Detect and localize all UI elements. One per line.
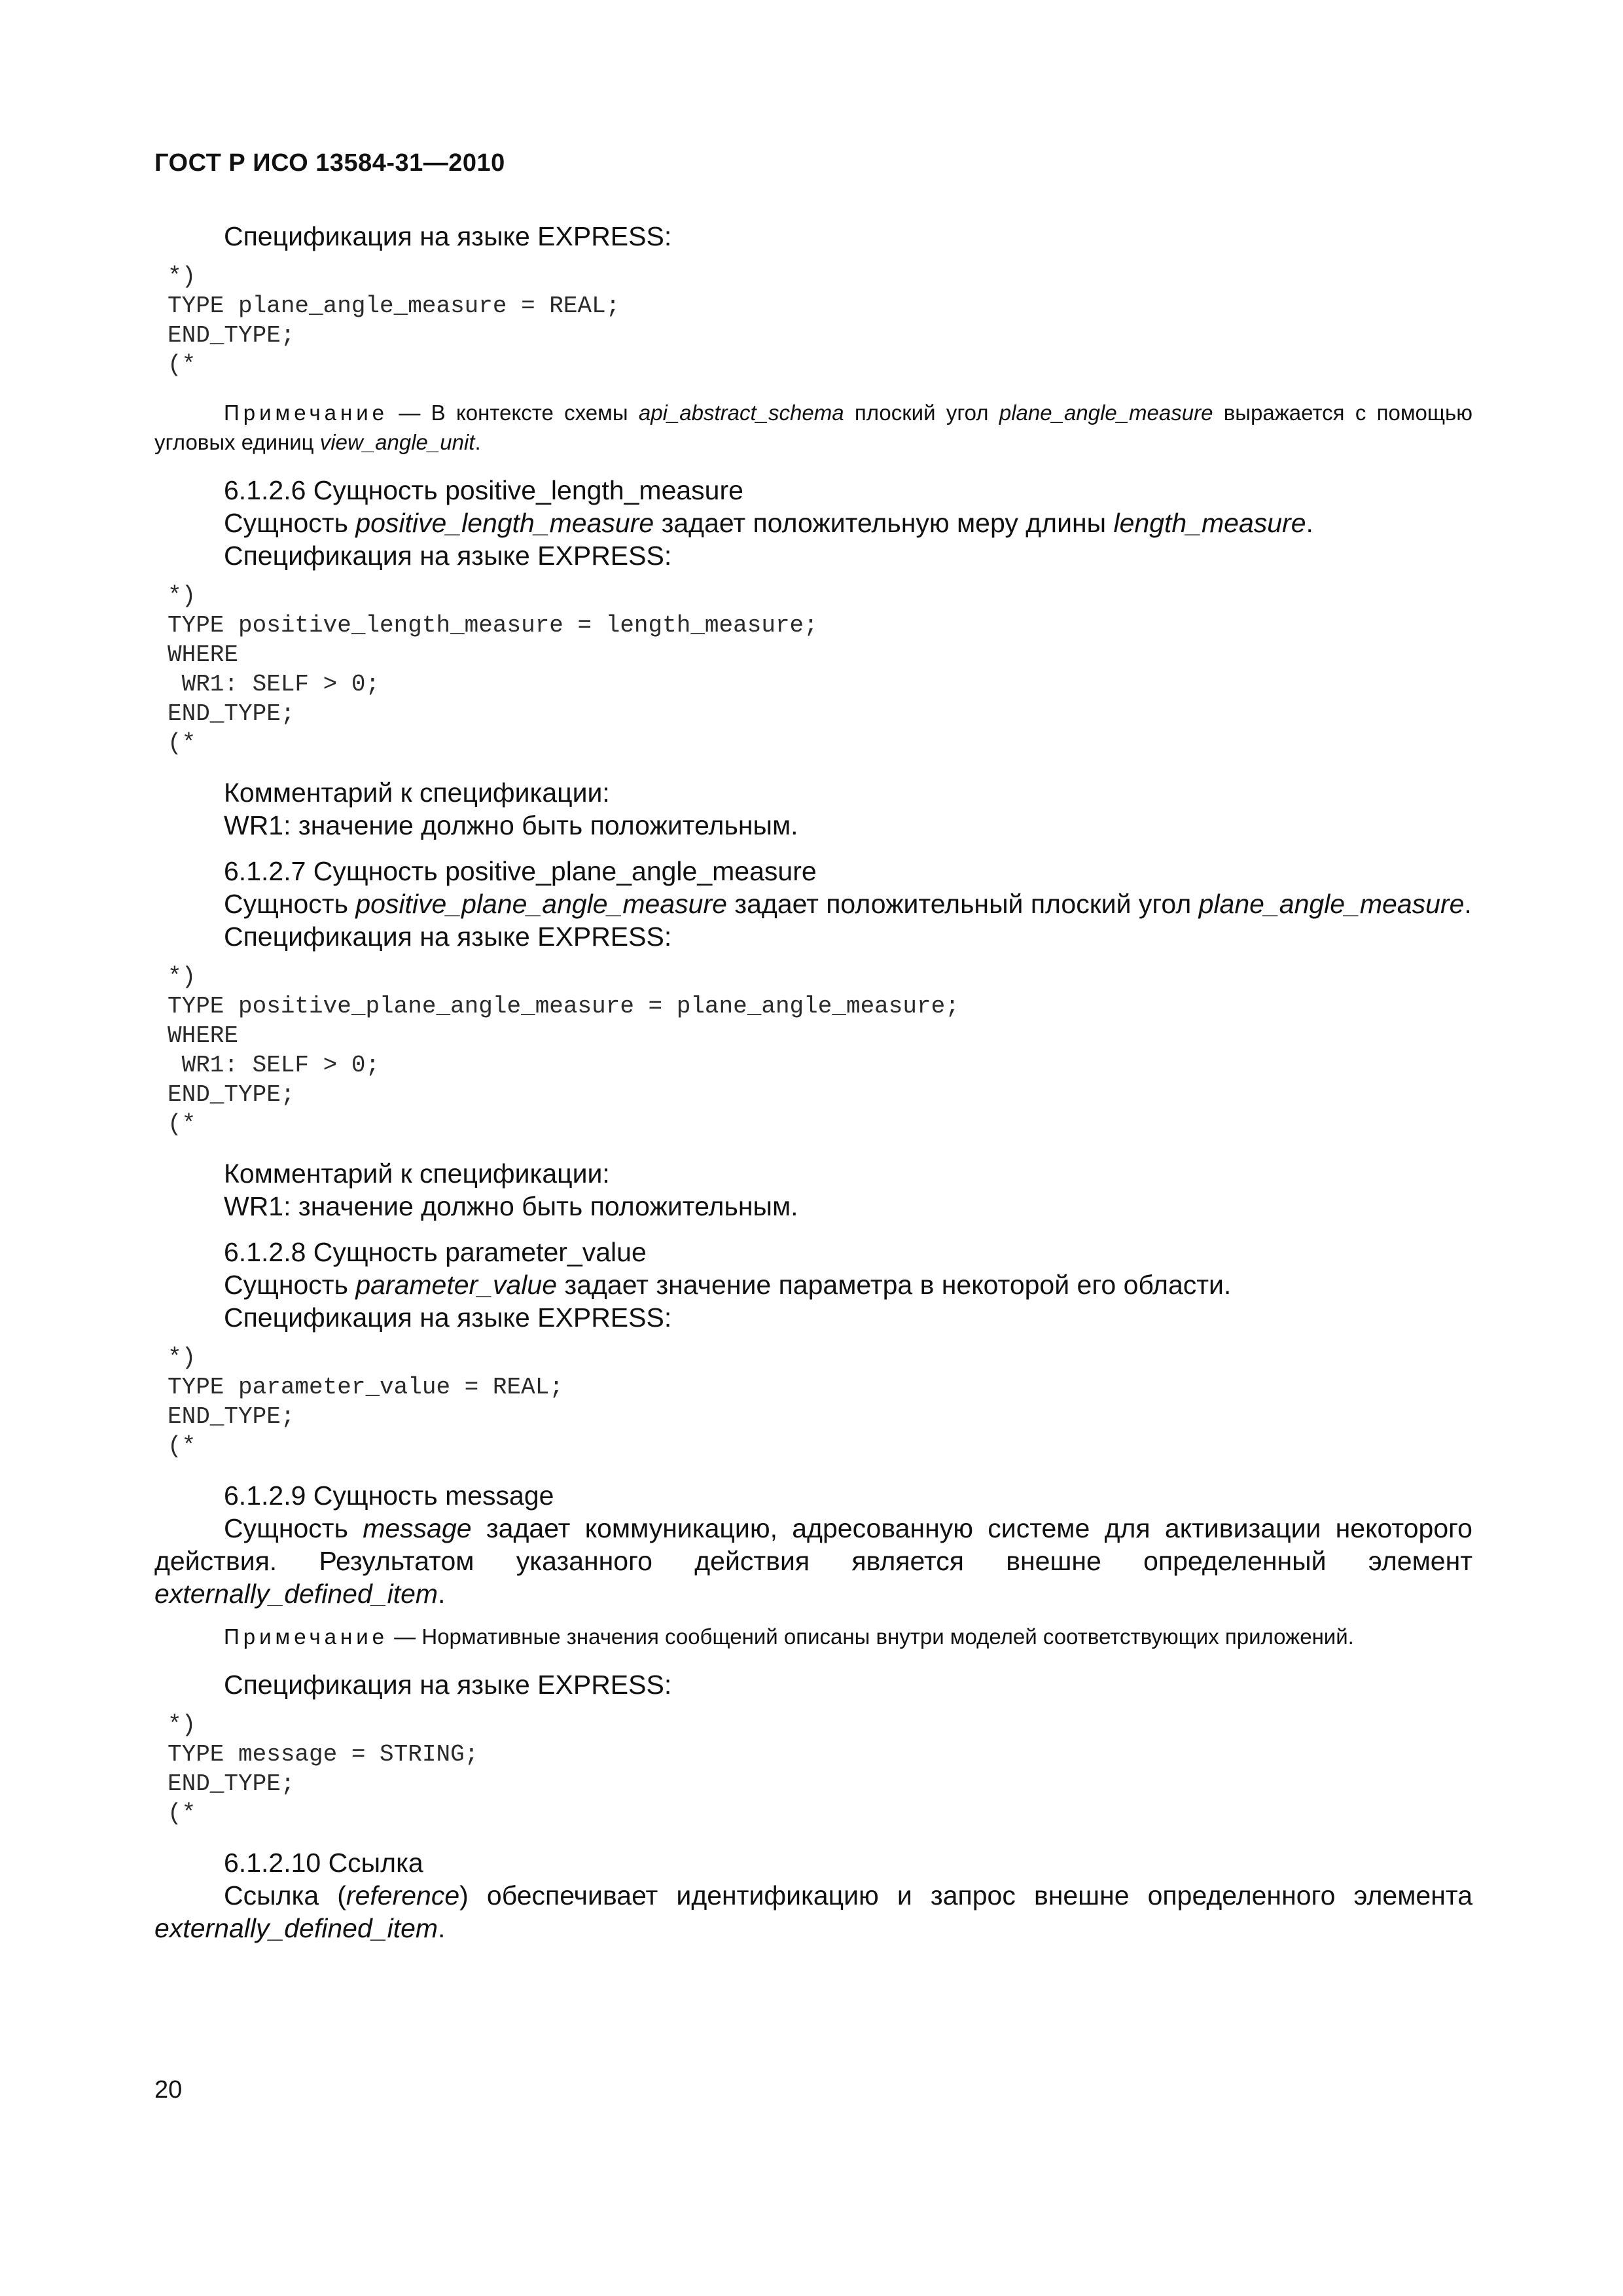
term: reference <box>346 1880 460 1910</box>
note-term: view_angle_unit <box>319 430 475 454</box>
section-heading-6-1-2-9: 6.1.2.9 Сущность message <box>224 1480 554 1511</box>
text: Сущность <box>224 508 356 538</box>
section-heading-6-1-2-7: 6.1.2.7 Сущность positive_plane_angle_measure <box>224 856 817 886</box>
term: externally_defined_item <box>154 1913 438 1943</box>
note-plane-angle <box>154 398 1472 457</box>
text: задает коммуникацию, адресованную системе для активизации некоторого действия. Результатом указанного действия является внешне определенный элемент <box>154 1513 1472 1576</box>
wr1-comment: WR1: значение должно быть положительным. <box>224 810 798 840</box>
text: ) обеспечивает идентификацию и запрос внешне определенного элемента <box>459 1880 1472 1910</box>
text: задает значение параметра в некоторой его области. <box>557 1270 1232 1300</box>
spec-label: Спецификация на языке EXPRESS: <box>224 1670 672 1700</box>
term: parameter_value <box>355 1270 558 1300</box>
section-heading-6-1-2-8: 6.1.2.8 Сущность parameter_value <box>224 1237 647 1267</box>
text: . <box>438 1579 446 1609</box>
text: задает положительную меру длины <box>654 508 1114 538</box>
code-message: *) TYPE message = STRING; END_TYPE; (* <box>168 1712 479 1827</box>
text: Ссылка ( <box>224 1880 346 1910</box>
note-term: plane_angle_measure <box>999 401 1213 425</box>
note-label: Примечание <box>224 1624 389 1649</box>
text: . <box>1306 508 1313 538</box>
spec-label: Спецификация на языке EXPRESS: <box>224 541 672 571</box>
term: externally_defined_item <box>154 1579 438 1609</box>
note-text: В контексте схемы <box>431 401 639 425</box>
section-text-6-1-2-10 <box>154 1879 1472 1945</box>
code-parameter-value: *) TYPE parameter_value = REAL; END_TYPE; (* <box>168 1344 563 1460</box>
section-heading-6-1-2-10: 6.1.2.10 Ссылка <box>224 1848 423 1878</box>
page-body <box>154 220 1472 1945</box>
wr1-comment: WR1: значение должно быть положительным. <box>224 1191 798 1221</box>
note-text: выражается с помощью угловых единиц <box>154 401 1473 454</box>
text: Сущность <box>224 1513 363 1543</box>
text: Сущность <box>224 1270 356 1300</box>
document-header: ГОСТ Р ИСО 13584-31—2010 <box>154 149 505 177</box>
term: positive_plane_angle_measure <box>355 889 727 919</box>
term: message <box>363 1513 472 1543</box>
section-text-6-1-2-6 <box>154 507 1472 539</box>
code-positive-length-measure: *) TYPE positive_length_measure = length_measure; WHERE WR1: SELF > 0; END_TYPE; (* <box>168 583 818 757</box>
term: plane_angle_measure <box>1198 889 1465 919</box>
text: . <box>1464 889 1472 919</box>
note-dash: — <box>388 1624 422 1649</box>
text: . <box>438 1913 446 1943</box>
section-text-6-1-2-8 <box>154 1268 1472 1301</box>
note-label: Примечание <box>224 401 389 425</box>
section-text-6-1-2-7 <box>154 888 1472 920</box>
term: length_measure <box>1113 508 1306 538</box>
note-text: плоский угол <box>844 401 999 425</box>
comment-label: Комментарий к спецификации: <box>224 778 610 808</box>
text: Сущность <box>224 889 356 919</box>
page-number: 20 <box>154 2076 183 2104</box>
term: positive_length_measure <box>355 508 654 538</box>
note-text: Нормативные значения сообщений описаны внутри моделей соответствующих приложений. <box>421 1624 1354 1649</box>
spec-label: Спецификация на языке EXPRESS: <box>224 221 672 251</box>
section-heading-6-1-2-6: 6.1.2.6 Сущность positive_length_measure <box>224 475 743 505</box>
code-plane-angle-measure: *) TYPE plane_angle_measure = REAL; END_TYPE; (* <box>168 263 620 378</box>
text: задает положительный плоский угол <box>726 889 1199 919</box>
note-message <box>154 1622 1472 1651</box>
note-term: api_abstract_schema <box>638 401 844 425</box>
spec-label: Спецификация на языке EXPRESS: <box>224 922 672 952</box>
code-positive-plane-angle-measure: *) TYPE positive_plane_angle_measure = plane_angle_measure; WHERE WR1: SELF > 0; END_TYPE; (* <box>168 963 959 1138</box>
note-dash: — <box>388 401 431 425</box>
note-text: . <box>474 430 481 454</box>
comment-label: Комментарий к спецификации: <box>224 1158 610 1189</box>
spec-label: Спецификация на языке EXPRESS: <box>224 1302 672 1333</box>
section-text-6-1-2-9 <box>154 1512 1472 1610</box>
